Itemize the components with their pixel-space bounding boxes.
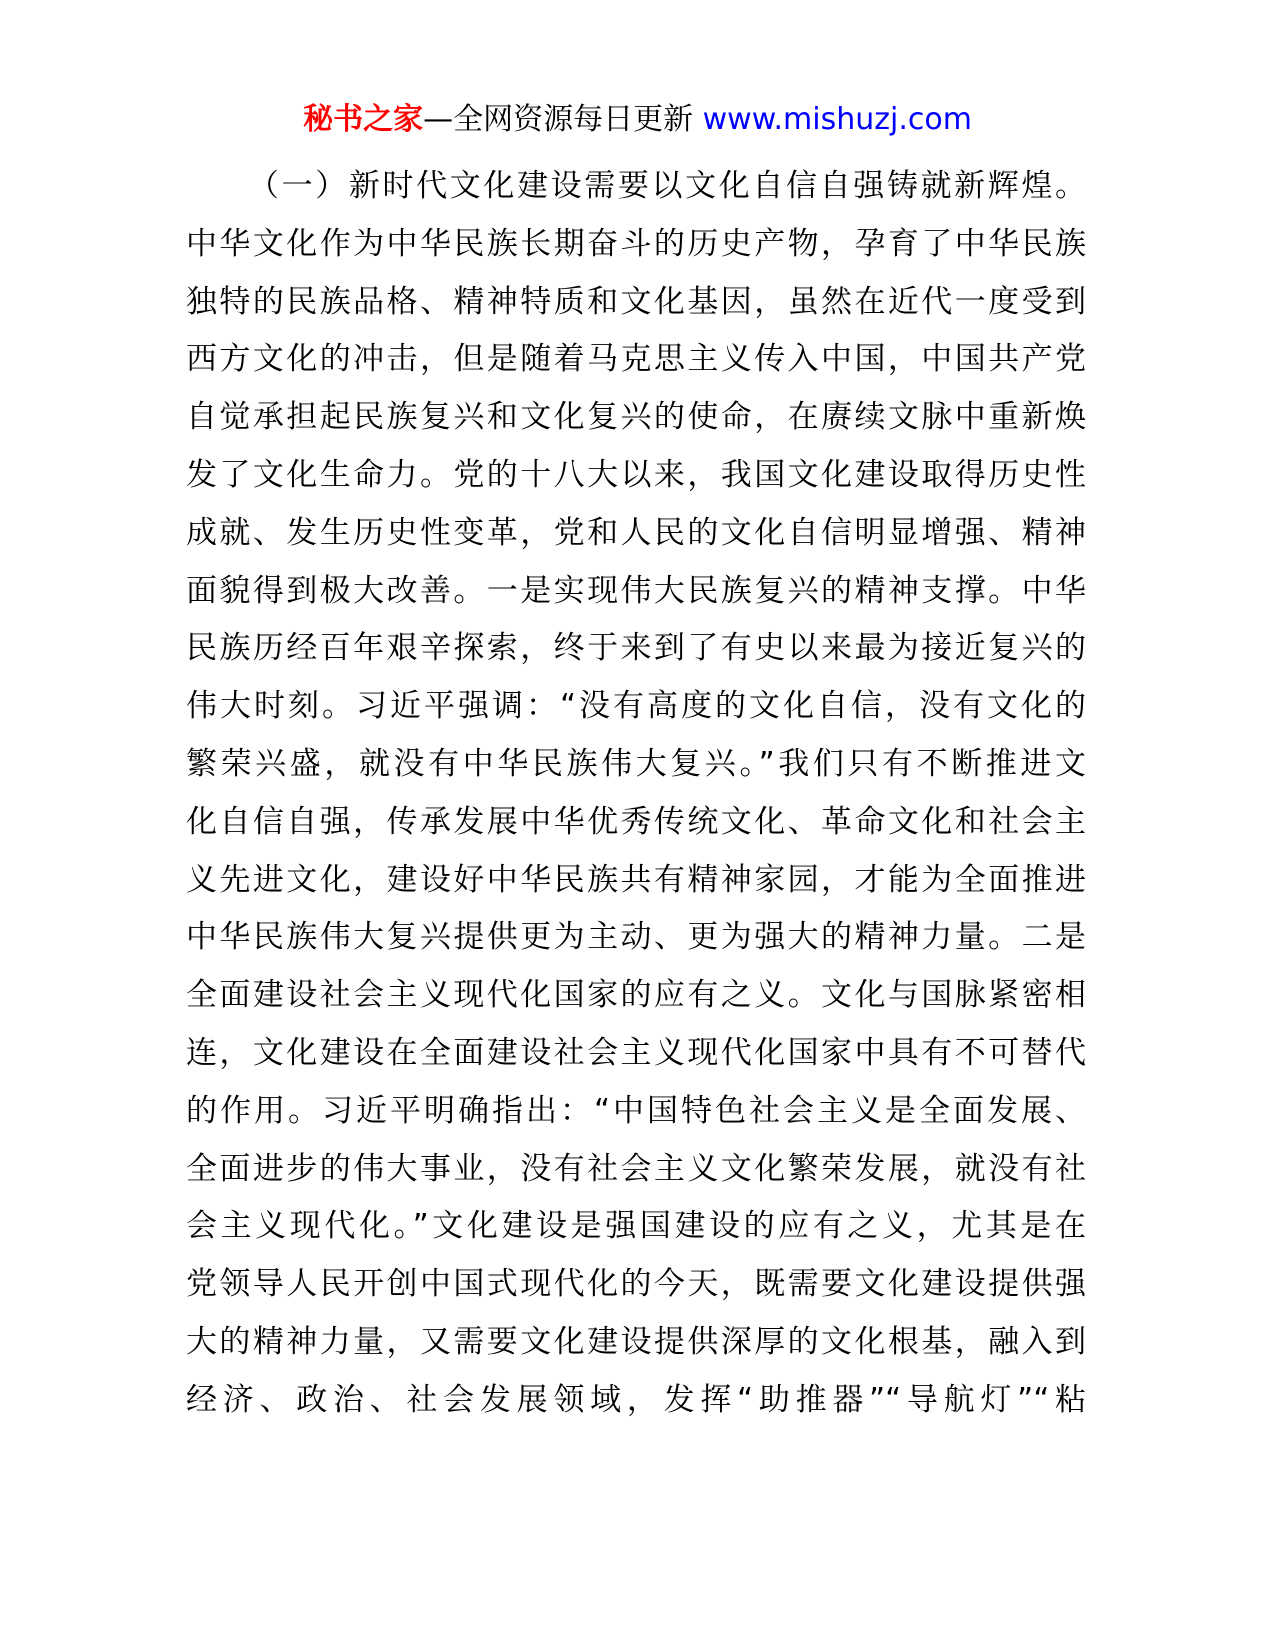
text-line: 自觉承担起民族复兴和文化复兴的使命，在赓续文脉中重新焕	[186, 399, 1086, 436]
text-line: 全面进步的伟大事业，没有社会主义文化繁荣发展，就没有社	[186, 1150, 1086, 1187]
text-line: 中华民族伟大复兴提供更为主动、更为强大的精神力量。二是	[186, 919, 1086, 956]
document-body	[186, 158, 1086, 1430]
text-line: 伟大时刻。习近平强调：“没有高度的文化自信，没有文化的	[186, 688, 1086, 725]
header-tagline: —全网资源每日更新	[423, 102, 703, 137]
text-line: 西方文化的冲击，但是随着马克思主义传入中国，中国共产党	[186, 341, 1086, 378]
site-brand: 秘书之家	[303, 102, 424, 137]
page-header	[0, 100, 1275, 140]
text-line: 繁荣兴盛，就没有中华民族伟大复兴。”我们只有不断推进文	[186, 745, 1086, 782]
paragraph-heading-line: （一）新时代文化建设需要以文化自信自强铸就新辉煌。	[248, 168, 1086, 204]
text-line: 会主义现代化。”文化建设是强国建设的应有之义，尤其是在	[186, 1208, 1086, 1245]
text-line: 的作用。习近平明确指出：“中国特色社会主义是全面发展、	[186, 1092, 1086, 1129]
text-line: 连，文化建设在全面建设社会主义现代化国家中具有不可替代	[186, 1034, 1086, 1071]
text-line: 义先进文化，建设好中华民族共有精神家园，才能为全面推进	[186, 861, 1086, 898]
text-line: 面貌得到极大改善。一是实现伟大民族复兴的精神支撑。中华	[186, 572, 1086, 609]
text-line: 党领导人民开创中国式现代化的今天，既需要文化建设提供强	[186, 1266, 1086, 1303]
text-line: 发了文化生命力。党的十八大以来，我国文化建设取得历史性	[186, 456, 1086, 493]
text-line: 独特的民族品格、精神特质和文化基因，虽然在近代一度受到	[186, 283, 1086, 320]
text-line: 经济、政治、社会发展领域，发挥“助推器”“导航灯”“粘	[186, 1381, 1086, 1418]
text-line: 全面建设社会主义现代化国家的应有之义。文化与国脉紧密相	[186, 977, 1086, 1014]
text-line: 中华文化作为中华民族长期奋斗的历史产物，孕育了中华民族	[186, 225, 1086, 262]
text-line: 民族历经百年艰辛探索，终于来到了有史以来最为接近复兴的	[186, 630, 1086, 667]
site-url-link[interactable]: www.mishuzj.com	[702, 102, 972, 137]
text-line: 化自信自强，传承发展中华优秀传统文化、革命文化和社会主	[186, 803, 1086, 840]
text-line: 大的精神力量，又需要文化建设提供深厚的文化根基，融入到	[186, 1323, 1086, 1360]
text-line: 成就、发生历史性变革，党和人民的文化自信明显增强、精神	[186, 514, 1086, 551]
